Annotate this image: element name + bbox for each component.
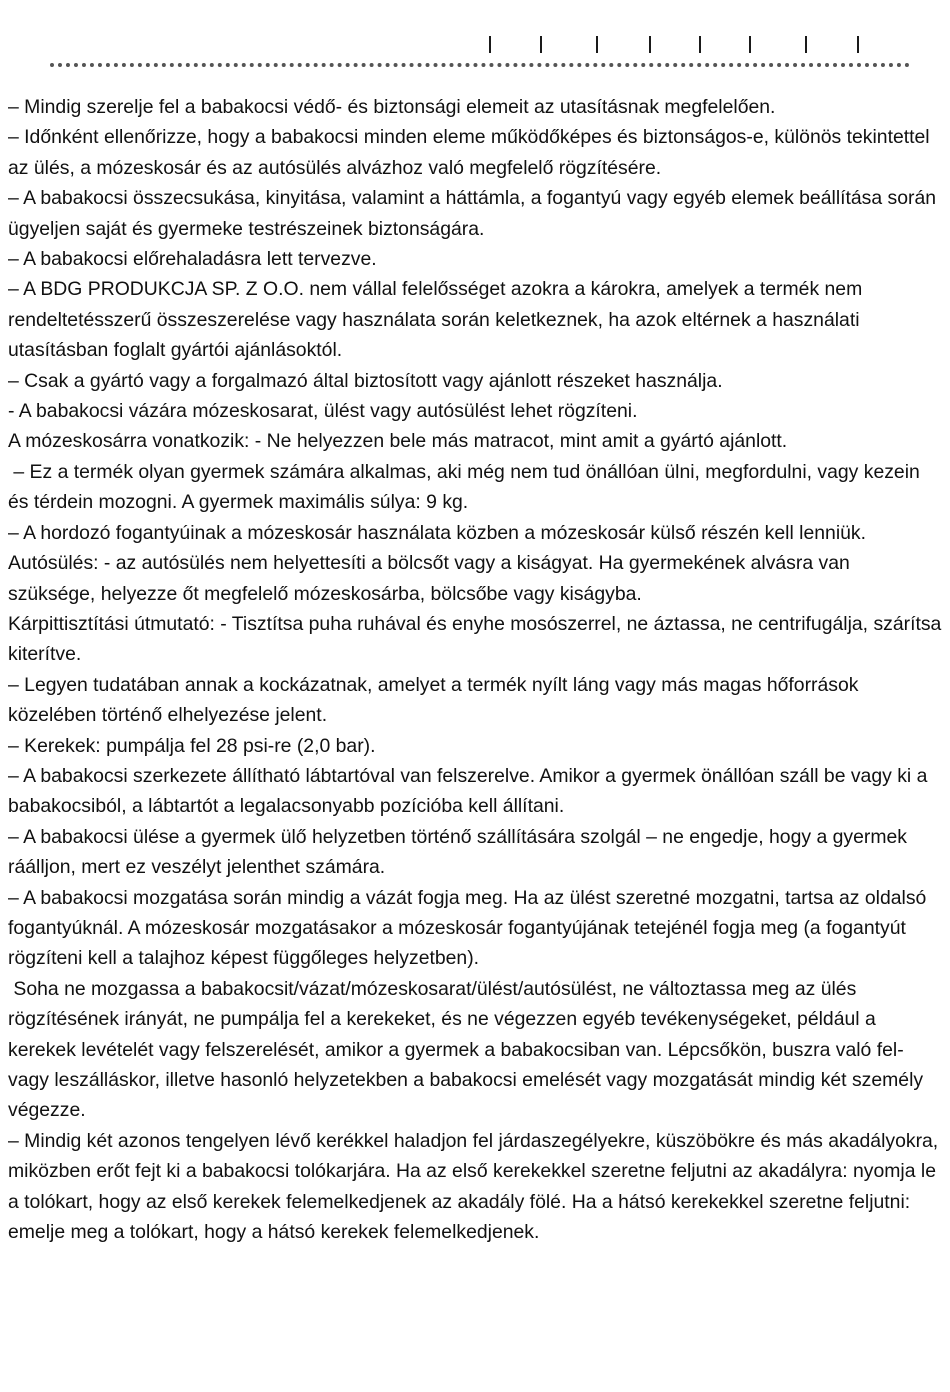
instruction-paragraph: – Kerekek: pumpálja fel 28 psi-re (2,0 bar).	[8, 734, 376, 757]
tick-mark	[805, 36, 807, 53]
instruction-paragraph: – A hordozó fogantyúinak a mózeskosár használata közben a mózeskosár külső részén kell lenniük. Autósülés: - az autósülés nem helyettesíti a bölcsőt vagy a kiságyat. Ha gyermekének alvásra van szüksége, helyezze őt megfelelő mózeskosárba, bölcsőbe vagy kiságyba.	[8, 521, 866, 605]
instruction-paragraph: – Csak a gyártó vagy a forgalmazó által biztosított vagy ajánlott részeket használja.	[8, 369, 723, 392]
instruction-paragraph: – A babakocsi mozgatása során mindig a vázát fogja meg. Ha az ülést szeretné mozgatni, tartsa az oldalsó fogantyúknál. A mózeskosár mozgatásakor a mózeskosár fogantyújának tetejénél fogja meg (a fogantyút rögzíteni kell a talajhoz képest függőleges helyzetben).	[8, 886, 927, 970]
instruction-paragraph: – Mindig szerelje fel a babakocsi védő- és biztonsági elemeit az utasításnak megfelelően.	[8, 96, 776, 118]
tick-mark	[857, 36, 859, 53]
instruction-paragraph: – Időnként ellenőrizze, hogy a babakocsi minden eleme működőképes és biztonságos-e, különös tekintettel az ülés, a mózeskosár és az autósülés alvázhoz való megfelelő rögzítésére.	[8, 126, 930, 179]
page-tick-marks	[0, 36, 950, 56]
instructions-text	[8, 92, 942, 1247]
instruction-paragraph: Soha ne mozgassa a babakocsit/vázat/mózeskosarat/ülést/autósülést, ne változtassa meg az ülés rögzítésének irányát, ne pumpálja fel a kerekeket, és ne végezzen egyéb tevékenységeket, például a kerekek levételét vagy felszerelését, amikor a gyermek a babakocsiban van. Lépcsőkön, buszra való fel- vagy leszálláskor, illetve hasonló helyzetekben a babakocsi emelését vagy mozgatását mindig két személy végezze.	[8, 977, 929, 1122]
instruction-paragraph: - A babakocsi vázára mózeskosarat, ülést vagy autósülést lehet rögzíteni.	[8, 400, 638, 423]
tick-mark	[749, 36, 751, 53]
instruction-paragraph: – Mindig két azonos tengelyen lévő kerékkel haladjon fel járdaszegélyekre, küszöbökre és más akadályokra, miközben erőt fejt ki a babakocsi tolókarjára. Ha az első kerekekkel szeretne feljutni az akadályra: nyomja le a tolókart, hogy az első kerekek felemelkedjenek az akadály fölé. Ha a hátsó kerekekkel szeretne feljutni: emelje meg a tolókart, hogy a hátsó kerekek felemelkedjenek.	[8, 1129, 939, 1244]
tick-mark	[596, 36, 598, 53]
instruction-paragraph: – A babakocsi szerkezete állítható lábtartóval van felszerelve. Amikor a gyermek önállóan száll be vagy ki a babakocsiból, a lábtartót a legalacsonyabb pozícióba kell állítani.	[8, 764, 928, 818]
instruction-paragraph: – A babakocsi előrehaladásra lett tervezve.	[8, 248, 377, 271]
instruction-paragraph: Kárpittisztítási útmutató: - Tisztítsa puha ruhával és enyhe mosószerrel, ne áztassa, ne centrifugálja, szárítsa kiterítve.	[8, 612, 942, 666]
instruction-paragraph: – Ez a termék olyan gyermek számára alkalmas, aki még nem tud önállóan ülni, megfordulni, vagy kezein és térdein mozogni. A gyermek maximális súlya: 9 kg.	[8, 460, 926, 514]
instruction-paragraph: A mózeskosárra vonatkozik: - Ne helyezzen bele más matracot, mint amit a gyártó ajánlott.	[8, 430, 788, 453]
tick-mark	[489, 36, 491, 53]
tick-mark	[540, 36, 542, 53]
tick-mark	[649, 36, 651, 53]
instruction-paragraph: – Legyen tudatában annak a kockázatnak, amelyet a termék nyílt láng vagy más magas hőforrások közelében történő elhelyezése jelent.	[8, 673, 859, 727]
instruction-paragraph: – A babakocsi összecsukása, kinyitása, valamint a háttámla, a fogantyú vagy egyéb elemek beállítása során ügyeljen saját és gyermeke testrészeinek biztonságára.	[8, 187, 937, 240]
instruction-paragraph: – A babakocsi ülése a gyermek ülő helyzetben történő szállítására szolgál – ne engedje, hogy a gyermek ráálljon, mert ez veszélyt jelenthet számára.	[8, 825, 907, 879]
instruction-paragraph: – A BDG PRODUKCJA SP. Z O.O. nem vállal felelősséget azokra a károkra, amelyek a termék nem rendeltetésszerű összeszerelése vagy használata során keletkeznek, ha azok eltérnek a használati utasításban foglalt gyártói ajánlásoktól.	[8, 278, 863, 362]
tick-mark	[699, 36, 701, 53]
dotted-separator	[50, 63, 910, 67]
